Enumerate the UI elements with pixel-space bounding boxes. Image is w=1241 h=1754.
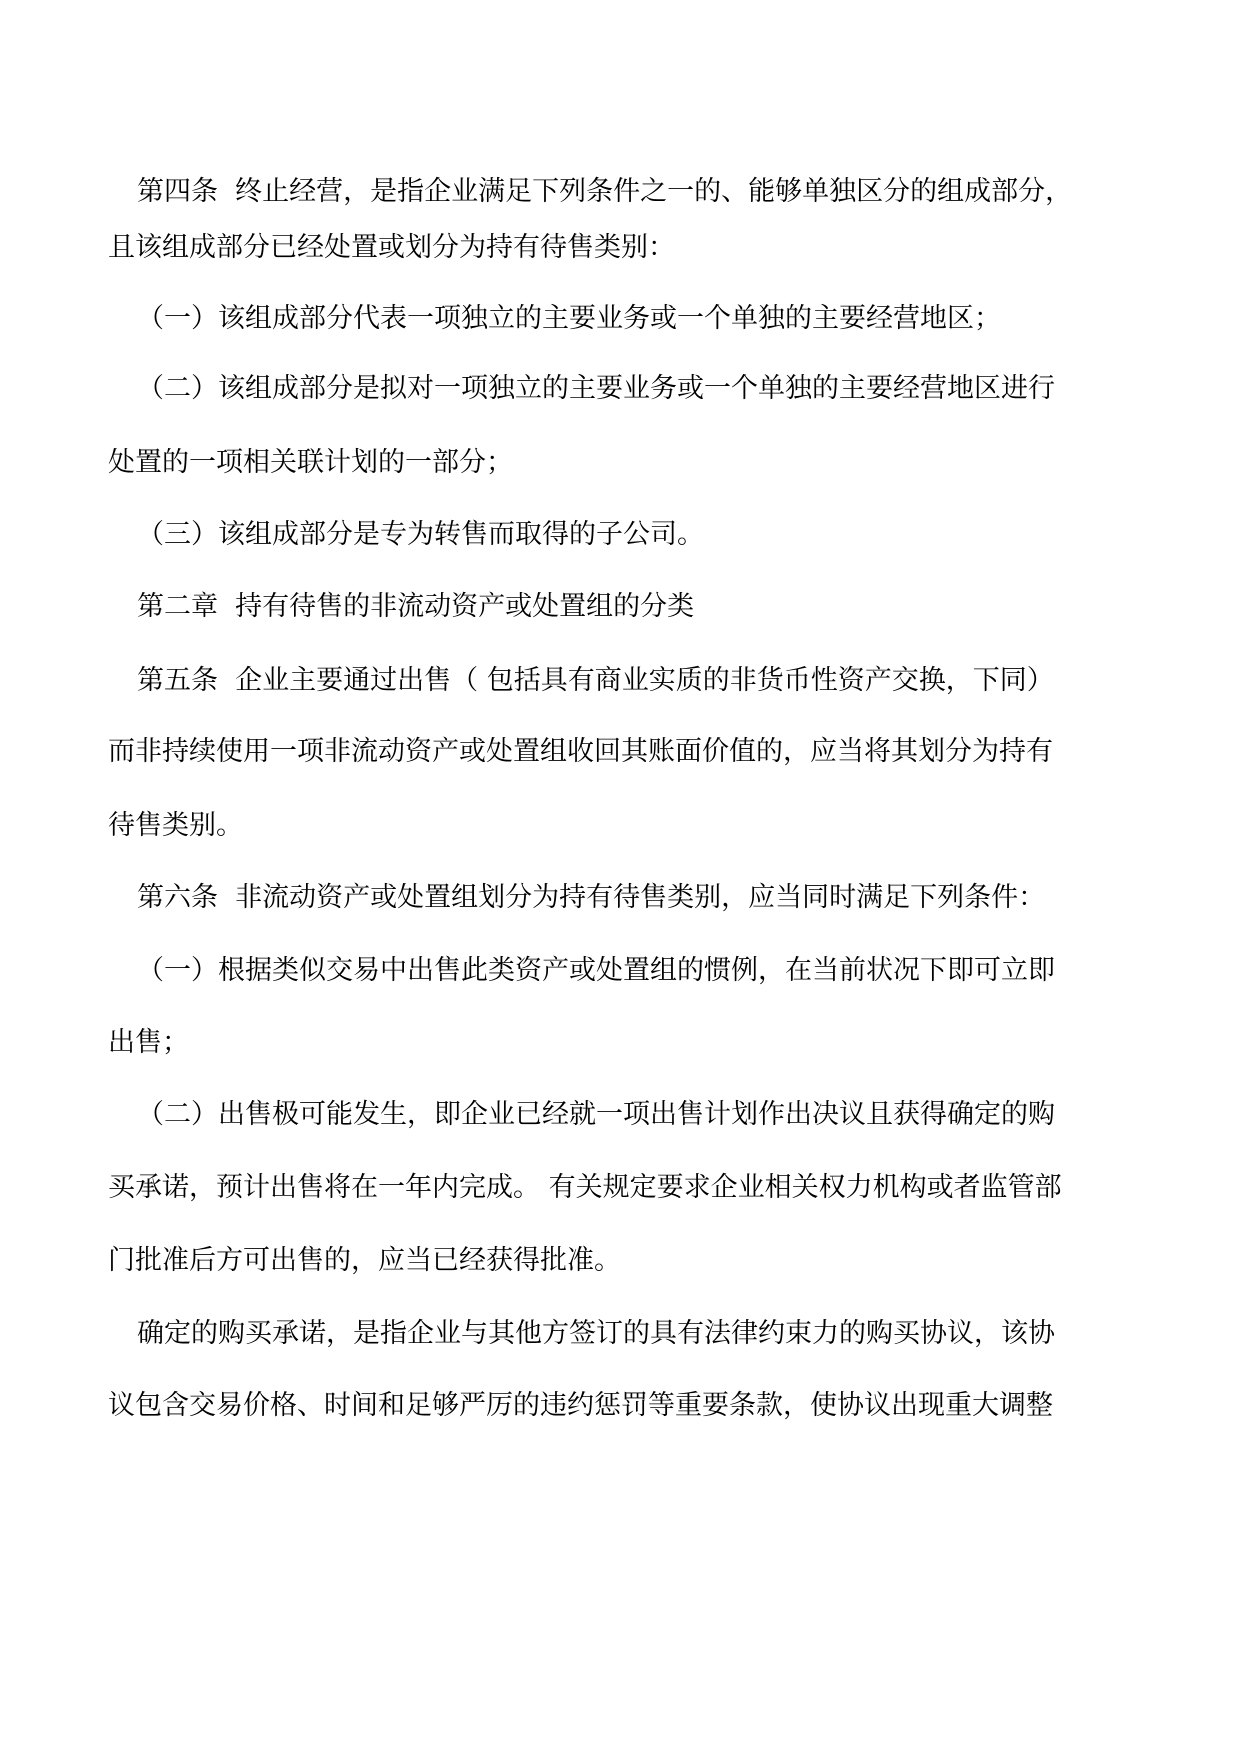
paragraph-line: （一）该组成部分代表一项独立的主要业务或一个单独的主要经营地区； bbox=[137, 303, 1001, 334]
paragraph-line: 买承诺，预计出售将在一年内完成。 有关规定要求企业相关权力机构或者监管部 bbox=[108, 1172, 1062, 1203]
paragraph-line: 而非持续使用一项非流动资产或处置组收回其账面价值的，应当将其划分为持有 bbox=[108, 736, 1053, 767]
paragraph-line: （三）该组成部分是专为转售而取得的子公司。 bbox=[137, 519, 704, 550]
chapter-heading: 第二章 持有待售的非流动资产或处置组的分类 bbox=[137, 591, 695, 622]
paragraph-line: 确定的购买承诺，是指企业与其他方签订的具有法律约束力的购买协议，该协 bbox=[137, 1318, 1055, 1349]
paragraph-line: 议包含交易价格、时间和足够严厉的违约惩罚等重要条款，使协议出现重大调整 bbox=[108, 1390, 1053, 1421]
paragraph-line: 出售； bbox=[108, 1027, 189, 1058]
paragraph-line: （二）该组成部分是拟对一项独立的主要业务或一个单独的主要经营地区进行 bbox=[137, 373, 1055, 404]
paragraph-line: 门批准后方可出售的，应当已经获得批准。 bbox=[108, 1245, 621, 1276]
paragraph-line: （二）出售极可能发生，即企业已经就一项出售计划作出决议且获得确定的购 bbox=[137, 1099, 1055, 1130]
paragraph-line: （一）根据类似交易中出售此类资产或处置组的惯例，在当前状况下即可立即 bbox=[137, 955, 1055, 986]
paragraph-line: 且该组成部分已经处置或划分为持有待售类别： bbox=[108, 232, 675, 263]
paragraph-line: 第五条 企业主要通过出售（ 包括具有商业实质的非货币性资产交换，下同） bbox=[137, 665, 1054, 696]
paragraph-line: 处置的一项相关联计划的一部分； bbox=[108, 447, 513, 478]
paragraph-line: 第四条 终止经营，是指企业满足下列条件之一的、能够单独区分的组成部分， bbox=[137, 176, 1073, 207]
paragraph-line: 第六条 非流动资产或处置组划分为持有待售类别，应当同时满足下列条件： bbox=[137, 882, 1046, 913]
paragraph-line: 待售类别。 bbox=[108, 810, 243, 841]
